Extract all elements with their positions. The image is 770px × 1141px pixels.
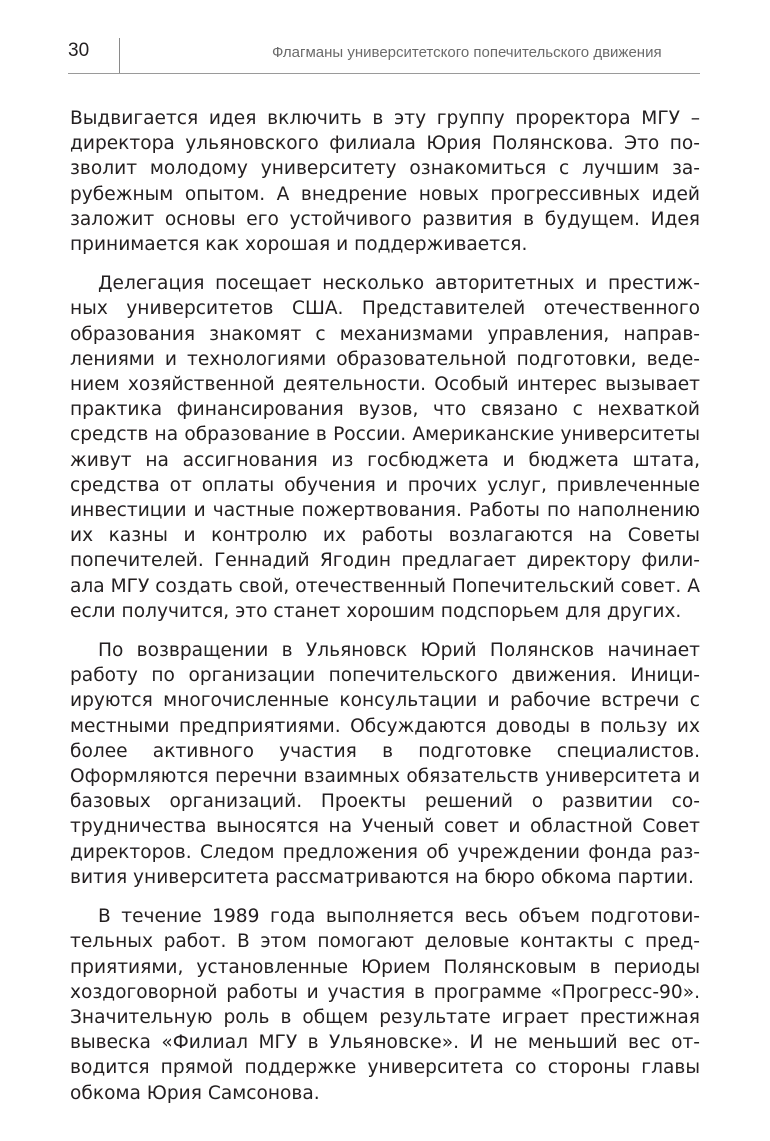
page-body [70,106,700,1120]
paragraph: Делегация посещает несколько авторитетных и престижных университетов США. Представителей отечественного образования знакомят с механизмами управления, направлениями и технологиями образовательной подготовки, ведением хозяйственной деятельности. Особый интерес вызывает практика финансирования вузов, что связано с нехваткой средств на образование в России. Американские университеты живут на ассигнования из госбюджета и бюджета штата, средства от оплаты обучения и прочих услуг, привлеченные инвестиции и частные пожертвования. Работы по наполнению их казны и контролю их работы возлагаются на Советы попечителей. Геннадий Ягодин предлагает директору филиала МГУ создать свой, отечественный Попечительский совет. А если получится, это станет хорошим подспорьем для других. [70,273,700,622]
page-number: 30 [68,40,90,61]
paragraph: Выдвигается идея включить в эту группу проректора МГУ – директора ульяновского филиала Юрия Полянскова. Это позволит молодому университету ознакомиться с лучшим зарубежным опытом. А внедрение новых прогрессивных идей заложит основы его устойчивого развития в будущем. Идея принимается как хорошая и поддерживается. [70,108,700,256]
paragraph: В течение 1989 года выполняется весь объем подготовительных работ. В этом помогают деловые контакты с предприятиями, установленные Юрием Полянсковым в периоды хоздоговорной работы и участия в программе «Прогресс-90». Значительную роль в общем результате играет престижная вывеска «Филиал МГУ в Ульяновске». И не меньший вес отводится прямой поддержке университета со стороны главы обкома Юрия Самсонова. [70,906,700,1104]
page-header [0,0,770,76]
running-title: Флагманы университетского попечительского движения [272,44,662,61]
header-rule [68,73,700,74]
paragraph: По возвращении в Ульяновск Юрий Полянсков начинает работу по организации попечительского движения. Инициируются многочисленные консультации и рабочие встречи с местными предприятиями. Обсуждаются доводы в пользу их более активного участия в подготовке специалистов. Оформляются перечни взаимных обязательств университета и базовых организаций. Проекты решений о развитии сотрудничества выносятся на Ученый совет и областной Совет директоров. Следом предложения об учреждении фонда развития университета рассматриваются на бюро обкома партии. [70,640,700,888]
header-vertical-divider [119,38,120,74]
